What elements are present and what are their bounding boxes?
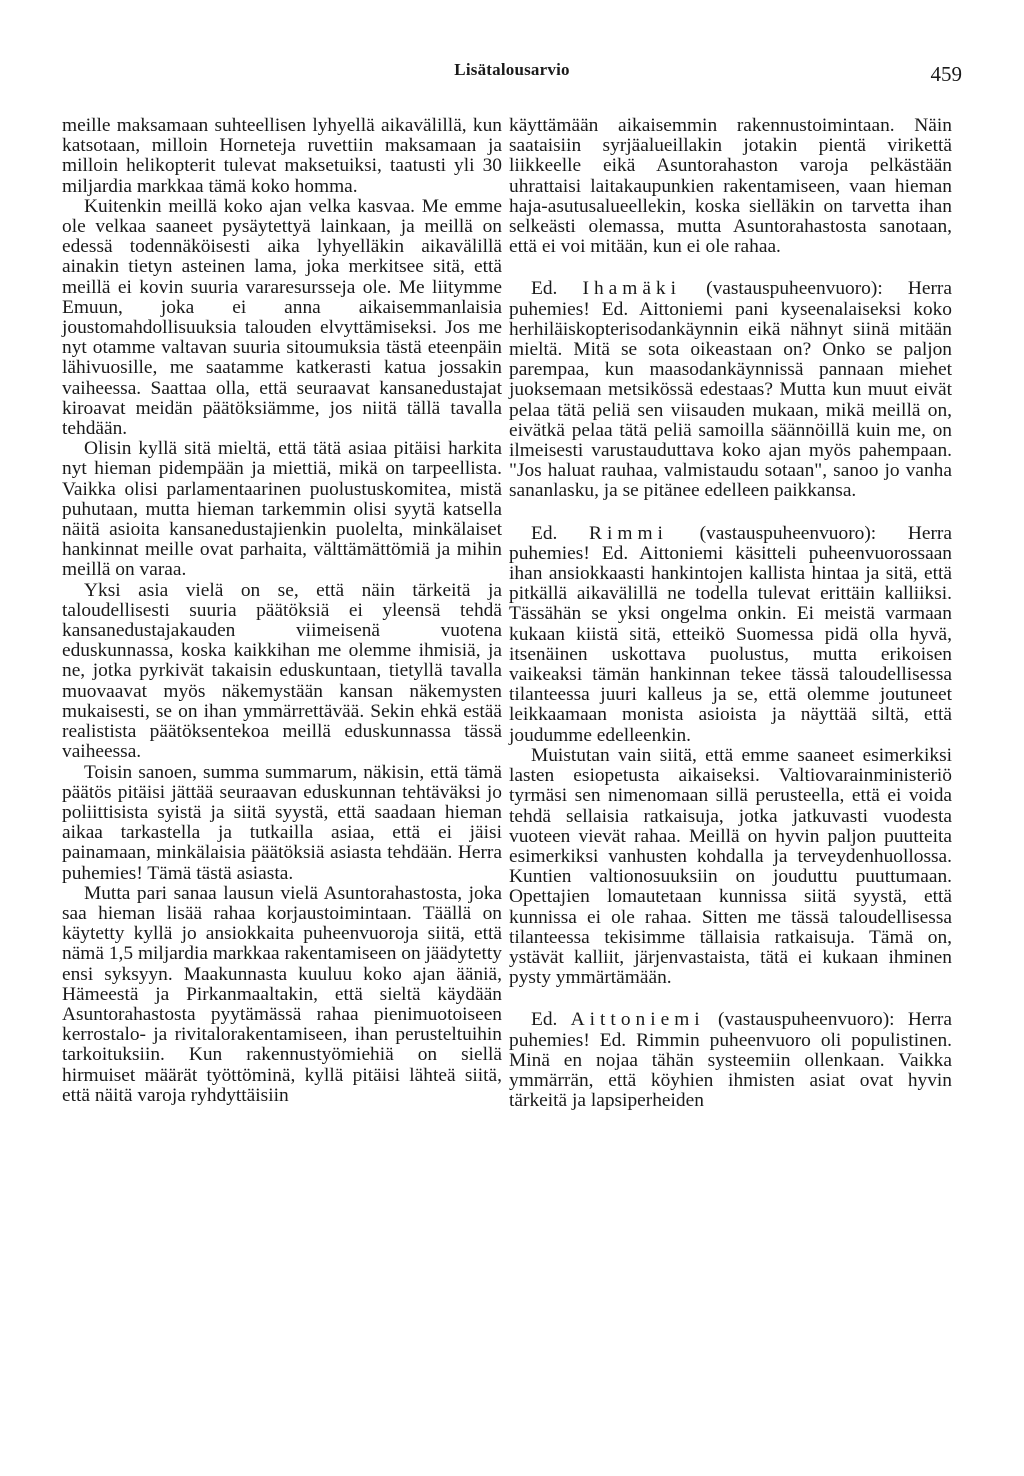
speaker-role: (vastauspuheenvuoro):	[699, 522, 877, 544]
paragraph: Yksi asia vielä on se, että näin tärkeitä ja taloudellisesti suuria päätöksiä ei yleensä tehdä kansanedustajakauden viimeisenä vuotena eduskunnassa, koska kaikkihan me olemme ihmisiä, ja ne, jotka pyrkivät takaisin eduskuntaan, tietyllä tavalla muovaavat myös näkemystään kansan näkemysten mukaisesti, se on ihan ymmärrettävää. Sekin ehkä estää realistista päätöksentekoa meillä eduskunnassa tässä vaiheessa.	[62, 579, 502, 763]
speech-text: Herra puhemies! Ed. Aittoniemi käsitteli puheenvuorossaan ihan ansiokkaasti hankintojen kallista hintaa ja sitä, että pitkällä aikavälillä ne todella tulevat erittäin kalliiksi. Tässähän se yksi ongelma onkin. Ei meistä varmaan kukaan kiistä sitä, etteikö Suomessa pidä olla hyvä, itsenäinen uskottava puolustus, mutta erikoisen vaikeaksi tämän hankinnan tekee tässä taloudellisessa tilanteessa juuri kalleus ja se, että olemme joutuneet leikkaamaan monista asioista ja näyttää siltä, että joudumme edelleenkin.	[509, 522, 952, 746]
speech-aittoniemi	[509, 1010, 952, 1111]
speaker-prefix: Ed.	[531, 278, 558, 300]
speaker-prefix: Ed.	[531, 522, 558, 544]
right-column	[509, 116, 952, 1111]
paragraph: Toisin sanoen, summa summarum, näkisin, että tämä päätös pitäisi jättää seuraavan eduskunnan tehtäväksi jo poliittisista syistä ja siitä syystä, että saadaan hieman aikaa tarkastella ja tutkailla asiaa, että ei jäisi painamaan, minkälaisia päätöksiä asiasta tehdään. Herra puhemies! Tämä tästä asiasta.	[62, 761, 502, 884]
speaker-role: (vastauspuheenvuoro):	[717, 1009, 895, 1031]
paragraph: Kuitenkin meillä koko ajan velka kasvaa. Me emme ole velkaa saaneet pysäytettyä lainkaan, ja meillä on edessä todennäköisesti aika lyhyelläkin aikavälillä ainakin tietyn asteinen lama, joka merkitsee sitä, että meillä ei kovin suuria vararesursseja ole. Me liitymme Emuun, joka ei anna aikaisemmanlaisia joustomahdollisuuksia talouden elvyttämiseksi. Jos me nyt otamme valtavan suuria sitoumuksia tästä eteenpäin lähivuosille, me saatamme katkerasti katua jossakin vaiheessa. Saattaa olla, että seuraavat kansanedustajat kiroavat meidän päätöksiämme, jos niitä tällä tavalla tehdään.	[62, 195, 502, 440]
page-number: 459	[930, 62, 962, 86]
paragraph: Mutta pari sanaa lausun vielä Asuntorahastosta, joka saa hieman lisää rahaa korjaustoimintaan. Täällä on käytetty kyllä jo ansiokkaita puheenvuoroja siitä, että nämä 1,5 miljardia markkaa rakentamiseen on jäädytetty ensi syksyyn. Maakunnasta kuuluu koko ajan ääniä, Hämeestä ja Pirkanmaaltakin, että sieltä käydään Asuntorahastosta pyytämässä rahaa pienimuotoiseen kerrostalo- ja rivitalorakentamiseen, ihan perusteltuihin tarkoituksiin. Kun rakennustyömiehiä on siellä hirmuiset määrät työttöminä, kyllä pitäisi lähteä siitä, että näitä varoja ryhdyttäisiin	[62, 882, 502, 1106]
speech-text: Herra puhemies! Ed. Aittoniemi pani kyseenalaiseksi koko herhiläiskopterisodankäynnin eikä nähnyt siinä mitään mieltä. Mitä se sota oikeastaan on? Onko se paljon parempaa, kun maasodankäynnissä pannaan miehet juoksemaan metsikössä edestaas? Mutta kun muut eivät pelaa tätä peliä sen viisauden mukaan, mikä meillä on, eivätkä pelaa tätä peliä samoilla säännöillä kuin me, on ilmeisesti varustauduttava koko ajan myös pahempaan. "Jos haluat rauhaa, valmistaudu sotaan", sanoo jo vanha sananlasku, ja se pitänee edelleen paikkansa.	[509, 278, 952, 502]
speech-text: Herra puhemies! Ed. Rimmin puheenvuoro oli populistinen. Minä en nojaa tähän systeemiin ollenkaan. Vaikka ymmärrän, että köyhien ihmisten asiat ovat hyvin tärkeitä ja lapsiperheiden	[509, 1009, 952, 1112]
paragraph: meille maksamaan suhteellisen lyhyellä aikavälillä, kun katsotaan, milloin Horneteja ruvettiin maksamaan ja milloin helikopterit tulevat maksetuiksi, taatusti yli 30 miljardia markkaa tämä koko homma.	[62, 115, 502, 197]
paragraph: käyttämään aikaisemmin rakennustoimintaan. Näin saataisiin syrjäalueillakin jotakin pientä virikettä liikkeelle eikä Asuntorahaston varoja pelkästään uhrattaisi laitakaupunkien rakentamiseen, vaan hieman haja-asutusalueellekin, koska sielläkin on tarvetta ihan selkeästi olemassa, mutta Asuntorahastosta sanotaan, että ei voi mitään, kun ei ole rahaa.	[509, 115, 952, 258]
speaker-name: Aittoniemi	[570, 1009, 705, 1031]
speaker-name: Rimmi	[589, 522, 668, 544]
speech-rimmi	[509, 524, 952, 746]
left-column	[62, 116, 502, 1106]
speaker-name: Ihamäki	[582, 278, 682, 300]
speaker-prefix: Ed.	[531, 1009, 558, 1031]
running-header: Lisätalousarvio	[454, 60, 570, 79]
speech-ihamaki	[509, 279, 952, 501]
paragraph: Muistutan vain siitä, että emme saaneet esimerkiksi lasten esiopetusta aikaiseksi. Valtiovarainministeriö tyrmäsi sen nimenomaan sillä perusteella, että ei voida tehdä sellaisia ratkaisuja, jotka jatkuvasti vuodesta vuoteen vievät rahaa. Meillä on hyvin paljon puutteita esimerkiksi vanhusten kohdalla ja terveydenhuollossa. Kuntien valtionosuuksiin on jouduttu puuttumaan. Opettajien lomautetaan kunnissa siitä syystä, että kunnissa ei ole rahaa. Sitten me tässä taloudellisessa tilanteessa tekisimme tällaisia ratkaisuja. Tämä on, ystävät kalliit, järjenvastaista, tätä ei kukaan ihminen pysty ymmärtämään.	[509, 744, 952, 989]
speaker-role: (vastauspuheenvuoro):	[706, 278, 883, 300]
paragraph: Olisin kyllä sitä mieltä, että tätä asiaa pitäisi harkita nyt hieman pidempään ja miettiä, mikä on tarpeellista. Vaikka olisi parlamentaarinen puolustuskomitea, mistä puhutaan, mutta hieman tarkemmin olisi syytä katsella näitä asioita kansanedustajienkin puolelta, minkälaiset hankinnat meille ovat parhaita, välttämättömiä ja mihin meillä on varaa.	[62, 438, 502, 581]
